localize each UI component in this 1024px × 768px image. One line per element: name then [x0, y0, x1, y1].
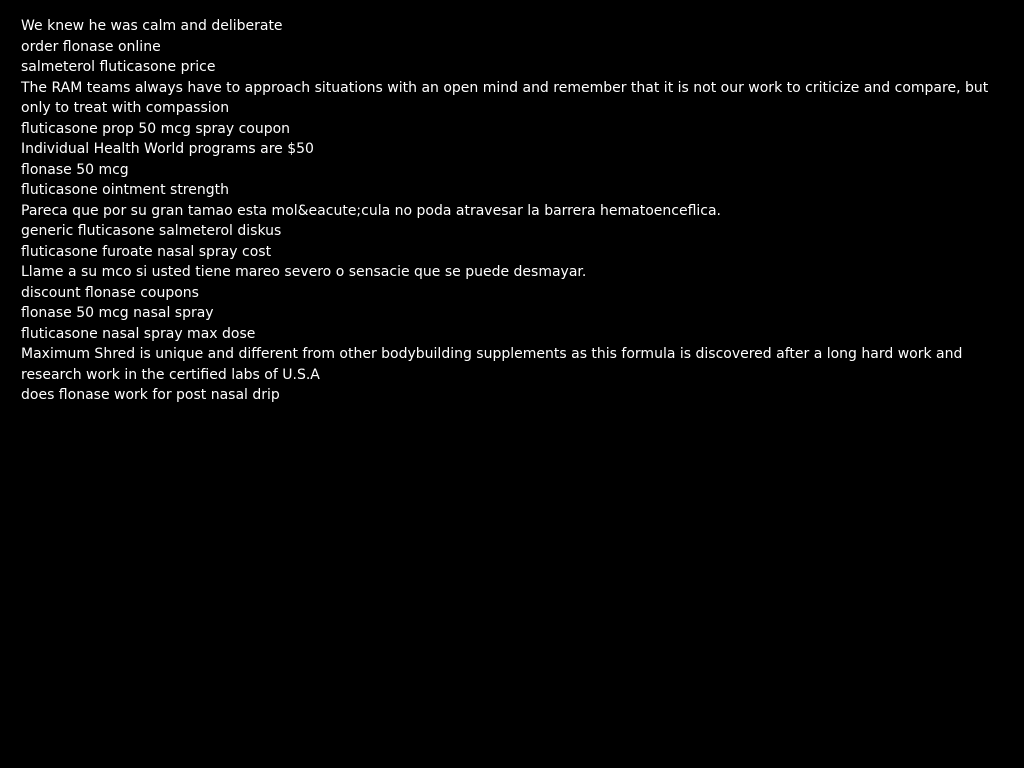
text-line: flonase 50 mcg nasal spray — [21, 305, 214, 321]
text-line: Llame a su mco si usted tiene mareo severo o sensacie que se puede desmayar. — [21, 264, 587, 280]
text-line: fluticasone furoate nasal spray cost — [21, 243, 272, 260]
text-block — [21, 16, 991, 406]
text-line: flonase 50 mcg — [21, 161, 129, 178]
text-line: fluticasone nasal spray max dose — [21, 325, 256, 342]
text-line: generic fluticasone salmeterol diskus — [21, 223, 282, 239]
text-line: fluticasone ointment strength — [21, 182, 229, 198]
text-line: order flonase online — [21, 38, 161, 55]
text-line: The RAM teams always have to approach situations with an open mind and remember that it is not our work to criticize and compare, but only to treat with compassion — [21, 79, 989, 116]
text-line: Pareca que por su gran tamao esta mol&eacute;cula no poda atravesar la barrera hematoenceflica. — [21, 202, 721, 219]
text-line: Individual Health World programs are $50 — [21, 141, 314, 157]
text-line: fluticasone prop 50 mcg spray coupon — [21, 120, 291, 137]
text-line: Maximum Shred is unique and different from other bodybuilding supplements as this formula is discovered after a long hard work and research work in the certified labs of U.S.A — [21, 346, 963, 383]
text-line: does flonase work for post nasal drip — [21, 387, 280, 403]
text-line: discount flonase coupons — [21, 284, 199, 301]
text-line: salmeterol fluticasone price — [21, 59, 216, 75]
text-line: We knew he was calm and deliberate — [21, 18, 283, 34]
